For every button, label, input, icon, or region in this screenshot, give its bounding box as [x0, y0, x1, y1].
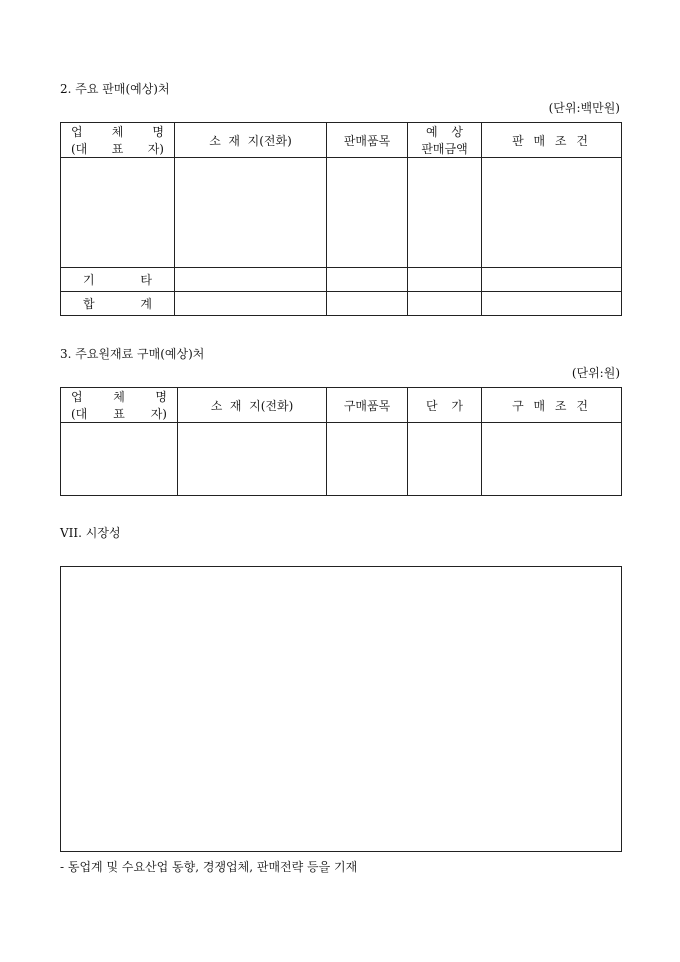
- table-cell[interactable]: [327, 292, 408, 316]
- header-conditions: 구 매 조 건: [482, 388, 622, 423]
- table-cell[interactable]: [482, 292, 622, 316]
- header-location: 소 재 지(전화): [175, 123, 327, 158]
- row-other: 기 타: [61, 268, 622, 292]
- table-header-row: [61, 123, 622, 158]
- header-location: 소 재 지(전화): [178, 388, 327, 423]
- section-7-note: - 동업계 및 수요산업 동향, 경쟁업체, 판매전략 등을 기재: [60, 860, 358, 874]
- purchase-table: [60, 387, 622, 496]
- section-7-title: VII. 시장성: [60, 526, 121, 540]
- section-2-title: 2. 주요 판매(예상)처: [60, 82, 170, 96]
- row-total: 합 계: [61, 292, 622, 316]
- table-cell[interactable]: [408, 292, 482, 316]
- header-item: 판매품목: [327, 123, 408, 158]
- table-cell[interactable]: [178, 423, 327, 496]
- header-conditions: 판 매 조 건: [482, 123, 622, 158]
- marketability-textbox[interactable]: [60, 566, 622, 852]
- table-row: [61, 158, 622, 268]
- section-3-unit: (단위:원): [571, 366, 620, 380]
- table-cell[interactable]: [175, 292, 327, 316]
- section-3-title: 3. 주요원재료 구매(예상)처: [60, 347, 205, 361]
- table-cell[interactable]: [408, 158, 482, 268]
- table-cell[interactable]: [327, 158, 408, 268]
- header-expected-amount: 예 상 판매금액: [408, 123, 482, 158]
- table-cell[interactable]: [482, 423, 622, 496]
- sales-table: [60, 122, 622, 316]
- table-cell[interactable]: [61, 423, 178, 496]
- section-2-unit: (단위:백만원): [548, 101, 620, 115]
- table-row: [61, 423, 622, 496]
- header-company: 업 체 명 (대 표 자): [61, 123, 175, 158]
- table-cell[interactable]: [408, 423, 482, 496]
- table-cell[interactable]: [327, 423, 408, 496]
- table-cell[interactable]: [482, 158, 622, 268]
- table-header-row: [61, 388, 622, 423]
- table-cell[interactable]: [327, 268, 408, 292]
- table-cell[interactable]: [175, 158, 327, 268]
- table-cell[interactable]: [482, 268, 622, 292]
- table-cell[interactable]: [408, 268, 482, 292]
- header-company: 업 체 명 (대 표 자): [61, 388, 178, 423]
- header-price: 단 가: [408, 388, 482, 423]
- table-cell[interactable]: [61, 158, 175, 268]
- header-item: 구매품목: [327, 388, 408, 423]
- table-cell[interactable]: [175, 268, 327, 292]
